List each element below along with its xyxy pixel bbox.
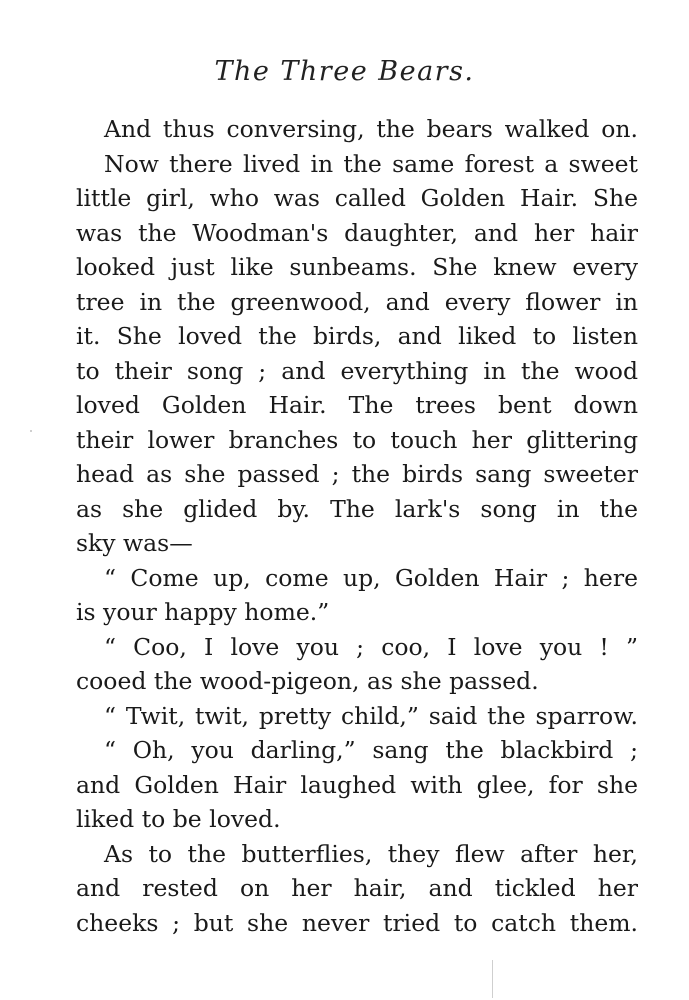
- text-line: cheeks ; but she never tried to catch them.: [76, 908, 638, 937]
- text-line: loved Golden Hair. The trees bent down: [76, 391, 638, 419]
- text-line: tree in the greenwood, and every flower in: [76, 287, 638, 316]
- text-line: Now there lived in the same forest a sweet: [104, 149, 638, 178]
- text-line: “ Oh, you darling,” sang the blackbird ;: [104, 736, 638, 764]
- text-line: sky was—: [76, 529, 193, 557]
- text-line: little girl, who was called Golden Hair. She: [76, 184, 638, 212]
- text-line: “ Come up, come up, Golden Hair ; here: [104, 563, 638, 592]
- text-line: it. She loved the birds, and liked to listen: [76, 322, 638, 350]
- text-line: was the Woodman's daughter, and her hair: [76, 218, 638, 247]
- scan-speck: [30, 430, 32, 432]
- text-line: head as she passed ; the birds sang sweeter: [76, 460, 638, 488]
- text-line: their lower branches to touch her glittering: [76, 425, 638, 454]
- body-text: [76, 106, 638, 940]
- text-line: and rested on her hair, and tickled her: [76, 874, 638, 902]
- text-line: cooed the wood-pigeon, as she passed.: [76, 667, 539, 695]
- text-line: And thus conversing, the bears walked on.: [104, 115, 638, 143]
- text-line: as she glided by. The lark's song in the: [76, 494, 638, 523]
- text-line: is your happy home.”: [76, 598, 330, 626]
- text-line: liked to be loved.: [76, 805, 281, 833]
- scan-speck: [492, 960, 493, 998]
- text-line: “ Twit, twit, pretty child,” said the sparrow.: [104, 701, 638, 730]
- text-line: looked just like sunbeams. She knew every: [76, 253, 638, 281]
- text-line: to their song ; and everything in the wood: [76, 356, 638, 385]
- text-line: and Golden Hair laughed with glee, for she: [76, 770, 638, 799]
- text-line: “ Coo, I love you ; coo, I love you ! ”: [104, 632, 638, 661]
- text-line: As to the butterflies, they flew after her,: [104, 839, 638, 868]
- running-title: The Three Bears.: [214, 56, 475, 87]
